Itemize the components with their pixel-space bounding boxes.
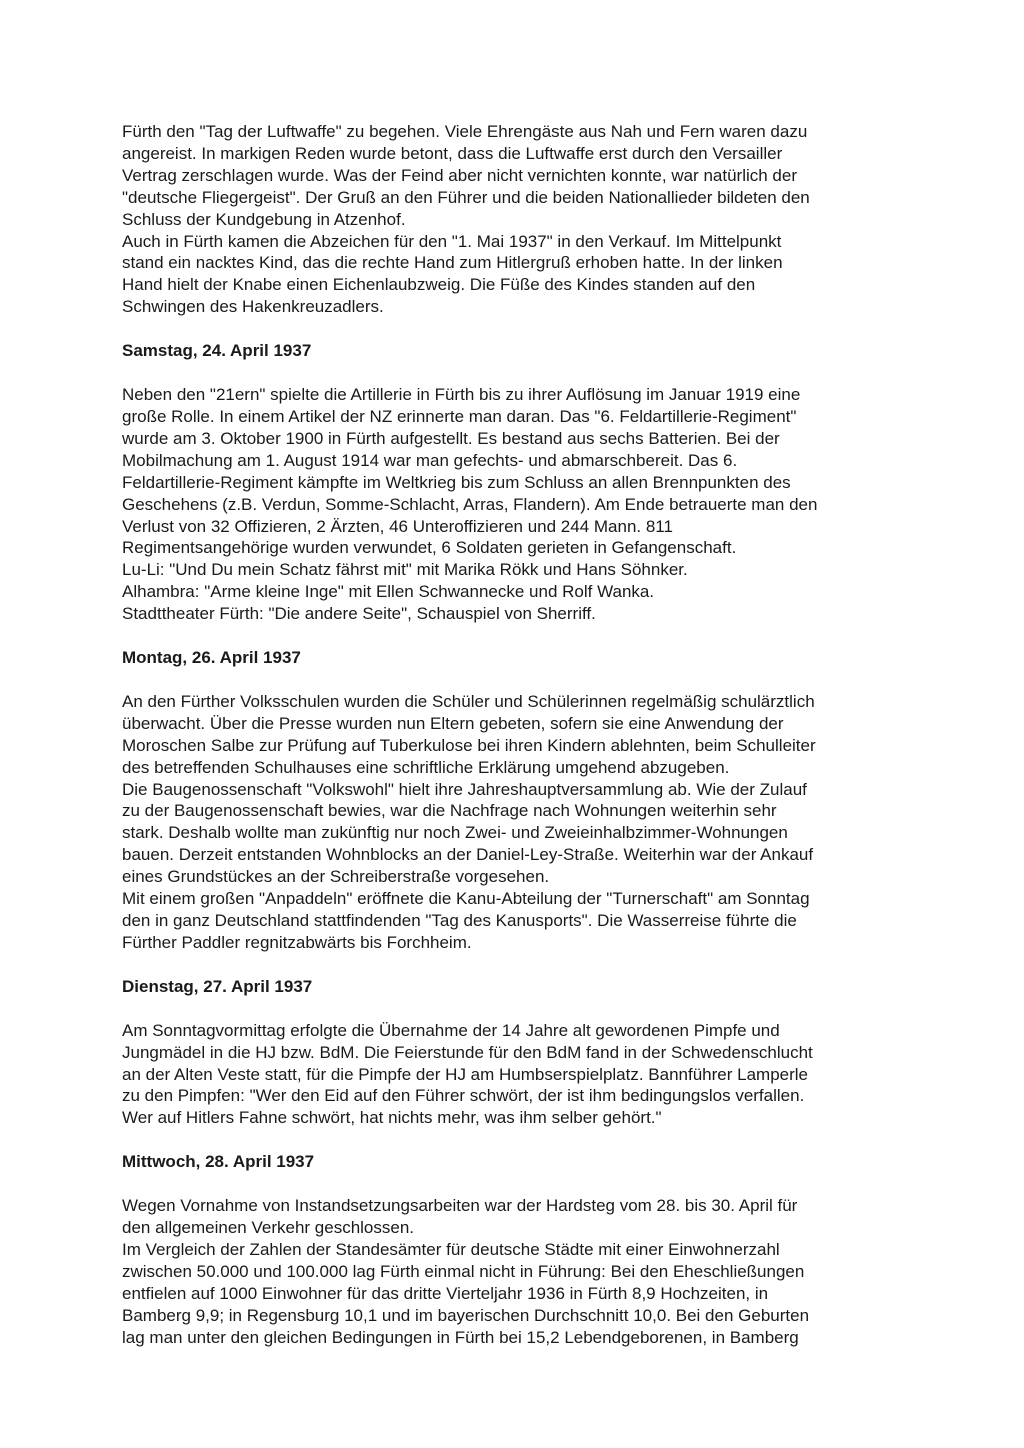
text-line: lag man unter den gleichen Bedingungen in Fürth bei 15,2 Lebendgeborenen, in Bamberg (122, 1327, 799, 1347)
spacer (122, 669, 902, 691)
text-line: stand ein nacktes Kind, das die rechte Hand zum Hitlergruß erhoben hatte. In der linken (122, 253, 783, 273)
text-line: den allgemeinen Verkehr geschlossen. (122, 1218, 415, 1238)
text-line: angereist. In markigen Reden wurde betont, dass die Luftwaffe erst durch den Versailler (122, 143, 783, 163)
spacer (122, 998, 902, 1020)
text-line: Stadttheater Fürth: "Die andere Seite", Schauspiel von Sherriff. (122, 604, 596, 624)
text-line: des betreffenden Schulhauses eine schriftliche Erklärung umgehend abzugeben. (122, 757, 730, 777)
text-line: eines Grundstückes an der Schreiberstraße vorgesehen. (122, 867, 550, 887)
text-line: Regimentsangehörige wurden verwundet, 6 Soldaten gerieten in Gefangenschaft. (122, 538, 737, 558)
text-line: Fürth den "Tag der Luftwaffe" zu begehen. Viele Ehrengäste aus Nah und Fern waren dazu (122, 122, 808, 141)
date-heading-mittwoch: Mittwoch, 28. April 1937 (122, 1152, 315, 1172)
text-line: Lu-Li: "Und Du mein Schatz fährst mit" mit Marika Rökk und Hans Söhnker. (122, 560, 688, 580)
paragraph-volksschulen (122, 691, 902, 954)
text-line: Schluss der Kundgebung in Atzenhof. (122, 209, 406, 229)
text-line: Mobilmachung am 1. August 1914 war man gefechts- und abmarschbereit. Das 6. (122, 450, 738, 470)
text-line: Am Sonntagvormittag erfolgte die Übernahme der 14 Jahre alt gewordenen Pimpfe und (122, 1020, 780, 1040)
text-line: zwischen 50.000 und 100.000 lag Fürth einmal nicht in Führung: Bei den Eheschließungen (122, 1261, 805, 1281)
text-line: Wer auf Hitlers Fahne schwört, hat nichts mehr, was ihm selber gehört." (122, 1108, 662, 1128)
spacer (122, 954, 902, 976)
text-line: Neben den "21ern" spielte die Artillerie in Fürth bis zu ihrer Auflösung im Januar 1919 eine (122, 385, 801, 405)
paragraph-hardsteg (122, 1195, 902, 1348)
text-line: Im Vergleich der Zahlen der Standesämter für deutsche Städte mit einer Einwohnerzahl (122, 1239, 780, 1259)
date-heading-samstag: Samstag, 24. April 1937 (122, 341, 312, 361)
text-line: Moroschen Salbe zur Prüfung auf Tuberkulose bei ihren Kindern ablehnten, beim Schulleiter (122, 735, 816, 755)
text-line: überwacht. Über die Presse wurden nun Eltern gebeten, sofern sie eine Anwendung der (122, 713, 784, 733)
text-line: Jungmädel in die HJ bzw. BdM. Die Feierstunde für den BdM fand in der Schwedenschlucht (122, 1042, 813, 1062)
spacer (122, 1173, 902, 1195)
text-line: Wegen Vornahme von Instandsetzungsarbeiten war der Hardsteg vom 28. bis 30. April für (122, 1196, 798, 1216)
spacer (122, 318, 902, 340)
text-line: "deutsche Fliegergeist". Der Gruß an den Führer und die beiden Nationallieder bildeten den (122, 187, 810, 207)
text-line: Geschehens (z.B. Verdun, Somme-Schlacht, Arras, Flandern). Am Ende betrauerte man den (122, 494, 818, 514)
text-line: Fürther Paddler regnitzabwärts bis Forchheim. (122, 932, 472, 952)
text-line: an der Alten Veste statt, für die Pimpfe der HJ am Humbserspielplatz. Bannführer Lamperle (122, 1064, 809, 1084)
text-line: Feldartillerie-Regiment kämpfte im Weltkrieg bis zum Schluss an allen Brennpunkten des (122, 472, 791, 492)
text-line: bauen. Derzeit entstanden Wohnblocks an der Daniel-Ley-Straße. Weiterhin war der Ankauf (122, 845, 814, 865)
paragraph-pimpfe (122, 1020, 902, 1130)
text-line: den in ganz Deutschland stattfindenden "Tag des Kanusports". Die Wasserreise führte die (122, 911, 797, 930)
text-line: Auch in Fürth kamen die Abzeichen für den "1. Mai 1937" in den Verkauf. Im Mittelpunkt (122, 231, 782, 251)
text-line: große Rolle. In einem Artikel der NZ erinnerte man daran. Das "6. Feldartillerie-Regiment" (122, 406, 797, 426)
text-line: entfielen auf 1000 Einwohner für das dritte Vierteljahr 1936 in Fürth 8,9 Hochzeiten, in (122, 1283, 769, 1303)
text-line: wurde am 3. Oktober 1900 in Fürth aufgestellt. Es bestand aus sechs Batterien. Bei der (122, 428, 780, 448)
text-line: zu den Pimpfen: "Wer den Eid auf den Führer schwört, der ist ihm bedingungslos verfallen. (122, 1086, 805, 1106)
spacer (122, 362, 902, 384)
text-line: Schwingen des Hakenkreuzadlers. (122, 297, 384, 317)
paragraph-luftwaffe (122, 121, 902, 318)
text-line: Vertrag zerschlagen wurde. Was der Feind aber nicht vernichten konnte, war natürlich der (122, 165, 797, 185)
text-line: An den Fürther Volksschulen wurden die Schüler und Schülerinnen regelmäßig schulärztlich (122, 691, 815, 711)
text-line: Alhambra: "Arme kleine Inge" mit Ellen Schwannecke und Rolf Wanka. (122, 582, 655, 602)
spacer (122, 625, 902, 647)
spacer (122, 1129, 902, 1151)
text-line: Die Baugenossenschaft "Volkswohl" hielt ihre Jahreshauptversammlung ab. Wie der Zulauf (122, 779, 807, 799)
date-heading-dienstag: Dienstag, 27. April 1937 (122, 976, 313, 996)
date-heading-montag: Montag, 26. April 1937 (122, 648, 301, 668)
document-page (122, 121, 902, 1349)
paragraph-artillerie (122, 384, 902, 625)
text-line: Mit einem großen "Anpaddeln" eröffnete die Kanu-Abteilung der "Turnerschaft" am Sonntag (122, 889, 810, 909)
text-line: Verlust von 32 Offizieren, 2 Ärzten, 46 Unteroffizieren und 244 Mann. 811 (122, 516, 673, 536)
text-line: stark. Deshalb wollte man zukünftig nur noch Zwei- und Zweieinhalbzimmer-Wohnungen (122, 823, 788, 843)
text-line: zu der Baugenossenschaft bewies, war die Nachfrage nach Wohnungen weiterhin sehr (122, 801, 777, 821)
text-line: Bamberg 9,9; in Regensburg 10,1 und im bayerischen Durchschnitt 10,0. Bei den Geburten (122, 1305, 810, 1325)
text-line: Hand hielt der Knabe einen Eichenlaubzweig. Die Füße des Kindes standen auf den (122, 275, 756, 295)
